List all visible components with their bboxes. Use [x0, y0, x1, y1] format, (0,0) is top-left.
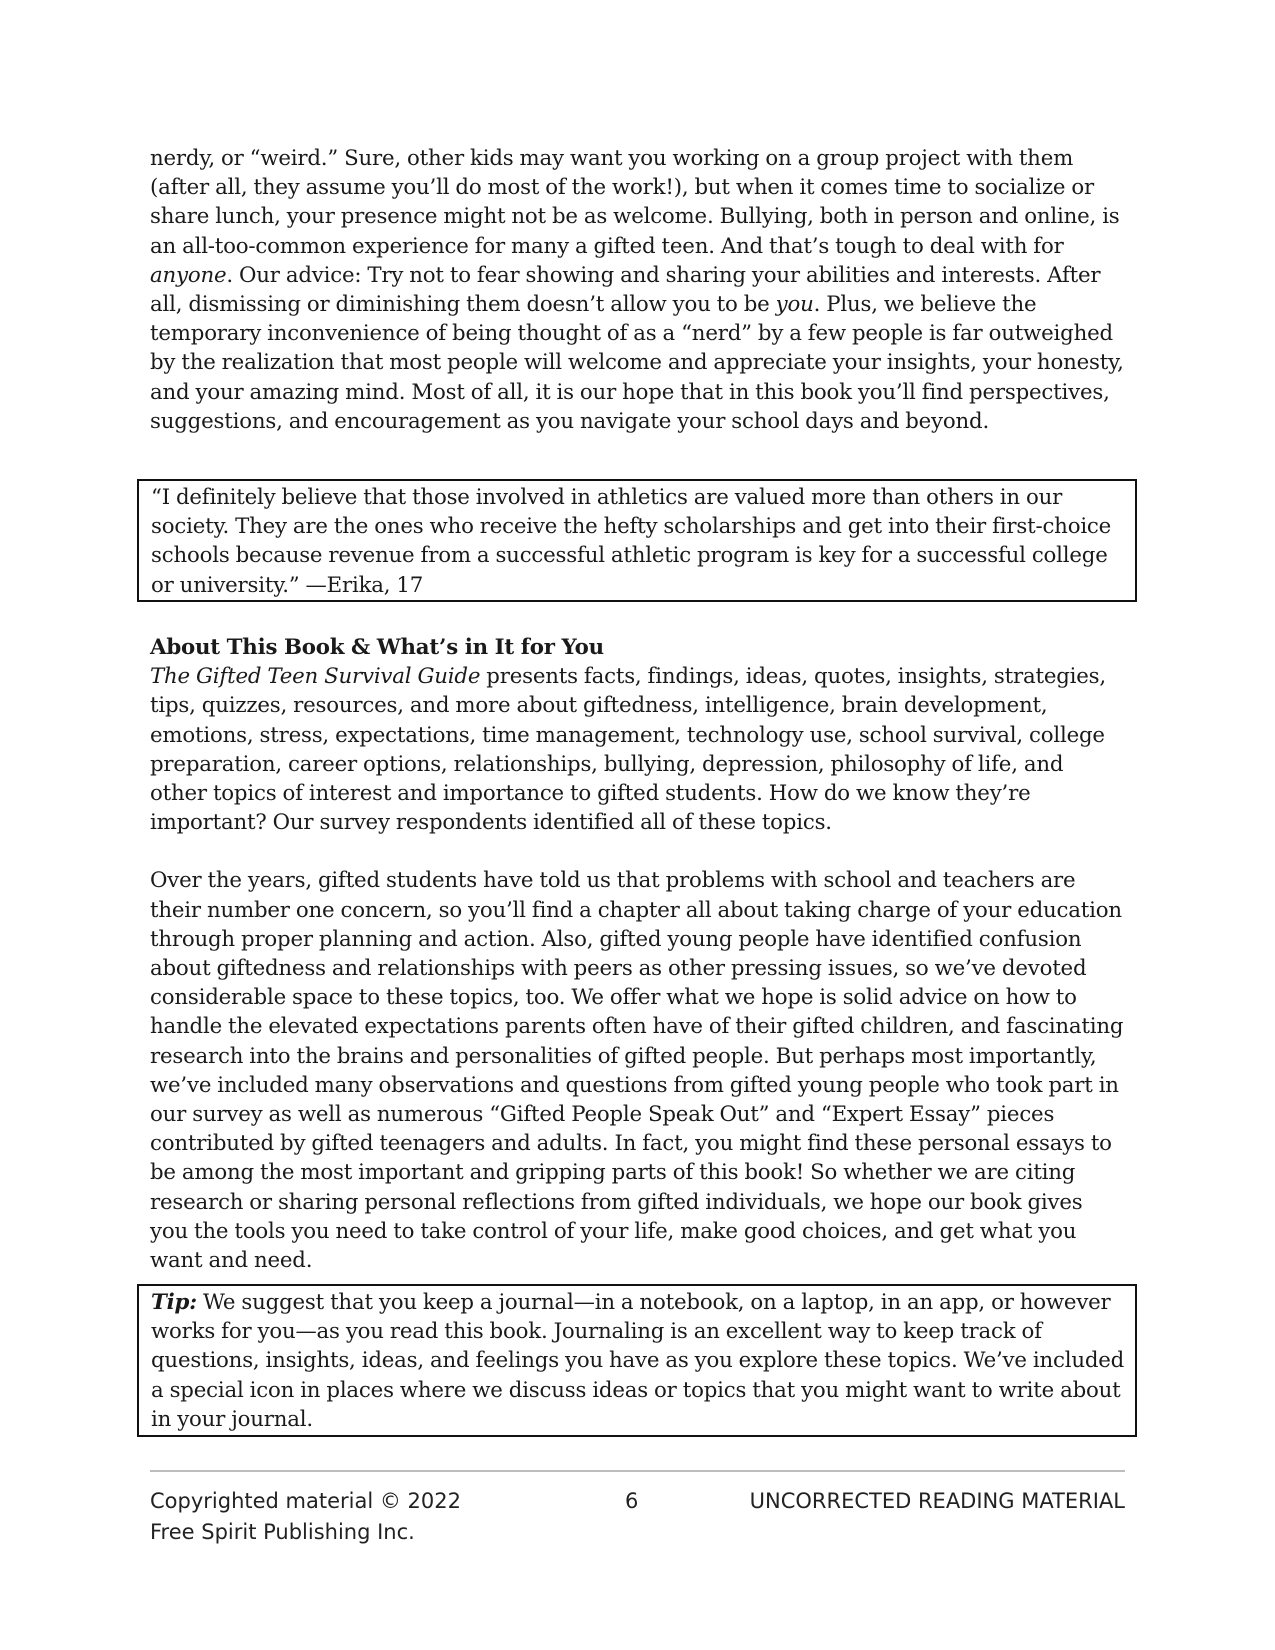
tip-text: We suggest that you keep a journal—in a notebook, on a laptop, in an app, or however works for you—as you read this book. Journaling is an excellent way to keep track of questions, insights, ideas, and feelings you have as you explore these topics. We’ve included a special icon in places where we discuss ideas or topics that you might want to write about in your journal. — [151, 1290, 1125, 1432]
intro-text-3: . Plus, we believe the temporary inconvenience of being thought of as a “nerd” by a few people is far outweighed by the realization that most people will welcome and appreciate your insights, your honesty, and your amazing mind. Most of all, it is our hope that in this book you’ll find perspectives, suggestions, and encouragement as you navigate your school days and beyond. — [150, 292, 1124, 434]
page-number: 6 — [625, 1489, 639, 1513]
tip-paragraph — [151, 1288, 1126, 1434]
quote-box — [137, 479, 1137, 602]
intro-emphasis-you: you — [775, 292, 814, 318]
page-footer — [150, 1470, 1125, 1544]
intro-paragraph — [150, 144, 1125, 436]
about-section — [150, 633, 1125, 1275]
tip-box — [137, 1284, 1137, 1437]
section-paragraph-1-text: presents facts, findings, ideas, quotes, insights, strategies, tips, quizzes, resources, and more about giftedness, intelligence, brain development, emotions, stress, expectations, time management, technology use, school survival, college preparation, career options, relationships, bullying, depression, philosophy of life, and other topics of interest and importance to gifted students. How do we know they’re important? Our survey respondents identified all of these topics. — [150, 664, 1106, 836]
section-paragraph-2: Over the years, gifted students have told us that problems with school and teachers are their number one concern, so you’ll find a chapter all about taking charge of your education through proper planning and action. Also, gifted young people have identified confusion about giftedness and relationships with peers as other pressing issues, so we’ve devoted considerable space to these topics, too. We offer what we hope is solid advice on how to handle the elevated expectations parents often have of their gifted children, and fascinating research into the brains and personalities of gifted people. But perhaps most importantly, we’ve included many observations and questions from gifted young people who took part in our survey as well as numerous “Gifted People Speak Out” and “Expert Essay” pieces contributed by gifted teenagers and adults. In fact, you might find these personal essays to be among the most important and gripping parts of this book! So whether we are citing research or sharing personal reflections from gifted individuals, we hope our book gives you the tools you need to take control of your life, make good choices, and get what you want and need. — [150, 868, 1124, 1274]
intro-text-2: . Our advice: Try not to fear showing and sharing your abilities and interests. After all, dismissing or diminishing them doesn’t allow you to be — [150, 262, 1101, 318]
tip-label: Tip: — [151, 1290, 197, 1315]
book-title: The Gifted Teen Survival Guide — [150, 664, 481, 690]
intro-text-1: nerdy, or “weird.” Sure, other kids may want you working on a group project with them (after all, they assume you’ll do most of the work!), but when it comes time to socialize or share lunch, your presence might not be as welcome. Bullying, both in person and online, is an all-too-common experience for many a gifted teen. And that’s tough to deal with for — [150, 146, 1120, 259]
intro-emphasis-anyone: anyone — [150, 262, 227, 288]
section-paragraph-1 — [150, 662, 1125, 837]
quote-text: “I definitely believe that those involved in athletics are valued more than others in our society. They are the ones who receive the hefty scholarships and get into their first-choice schools because revenue from a successful athletic program is key for a successful college or university.” —Erika, 17 — [151, 485, 1112, 598]
copyright-line-2: Free Spirit Publishing Inc. — [150, 1520, 415, 1544]
intro-block — [150, 144, 1125, 436]
copyright-line-1: Copyrighted material © 2022 — [150, 1489, 461, 1513]
section-heading: About This Book & What’s in It for You — [150, 635, 604, 660]
footer-copyright — [150, 1486, 461, 1548]
footer-notice: UNCORRECTED READING MATERIAL — [749, 1489, 1125, 1513]
